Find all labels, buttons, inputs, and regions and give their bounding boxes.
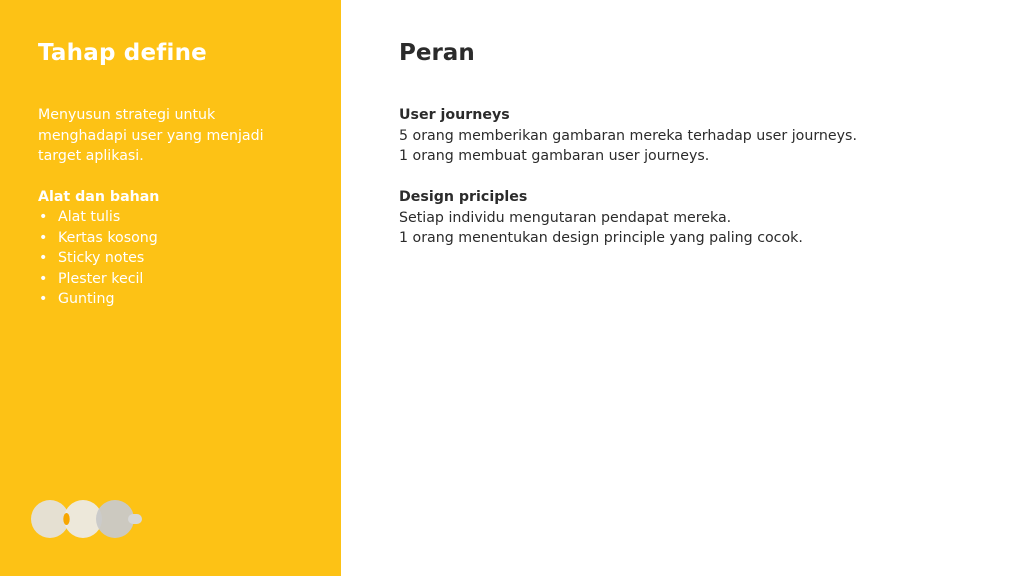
tools-list-item: • Sticky notes — [38, 248, 288, 269]
role-heading: Design priciples — [399, 189, 528, 205]
bullet-icon: • — [39, 270, 48, 287]
stage-description-block — [38, 105, 288, 310]
role-line: 1 orang membuat gambaran user journeys. — [399, 148, 710, 164]
stage-title: Tahap define — [38, 40, 207, 66]
role-line: Setiap individu mengutaran pendapat mereka. — [399, 209, 732, 226]
role-line: 1 orang menentukan design principle yang paling cocok. — [399, 230, 803, 246]
bullet-icon: • — [39, 209, 48, 225]
tools-list-item: • Plester kecil — [38, 269, 288, 290]
tools-list — [38, 207, 288, 310]
bullet-icon: • — [39, 291, 48, 307]
stage-highlight — [63, 513, 69, 525]
role-block-design-principles — [399, 187, 979, 249]
role-heading: User journeys — [399, 107, 510, 123]
stage-circle-1 — [31, 500, 69, 538]
stage-diagram-icon — [28, 497, 148, 541]
tools-heading: Alat dan bahan — [38, 188, 160, 205]
tools-list-item: • Kertas kosong — [38, 228, 288, 249]
tools-list-item: • Gunting — [38, 289, 288, 310]
roles-body — [399, 105, 979, 249]
stage-tail — [128, 514, 142, 524]
stage-description: Menyusun strategi untuk menghadapi user yang menjadi target aplikasi. — [38, 107, 264, 164]
bullet-icon: • — [39, 250, 48, 266]
tools-list-item: • Alat tulis — [38, 207, 288, 228]
roles-title: Peran — [399, 40, 475, 66]
role-block-user-journeys — [399, 105, 979, 167]
left-panel — [0, 0, 341, 576]
bullet-icon: • — [39, 229, 48, 246]
role-line: 5 orang memberikan gambaran mereka terhadap user journeys. — [399, 127, 857, 144]
